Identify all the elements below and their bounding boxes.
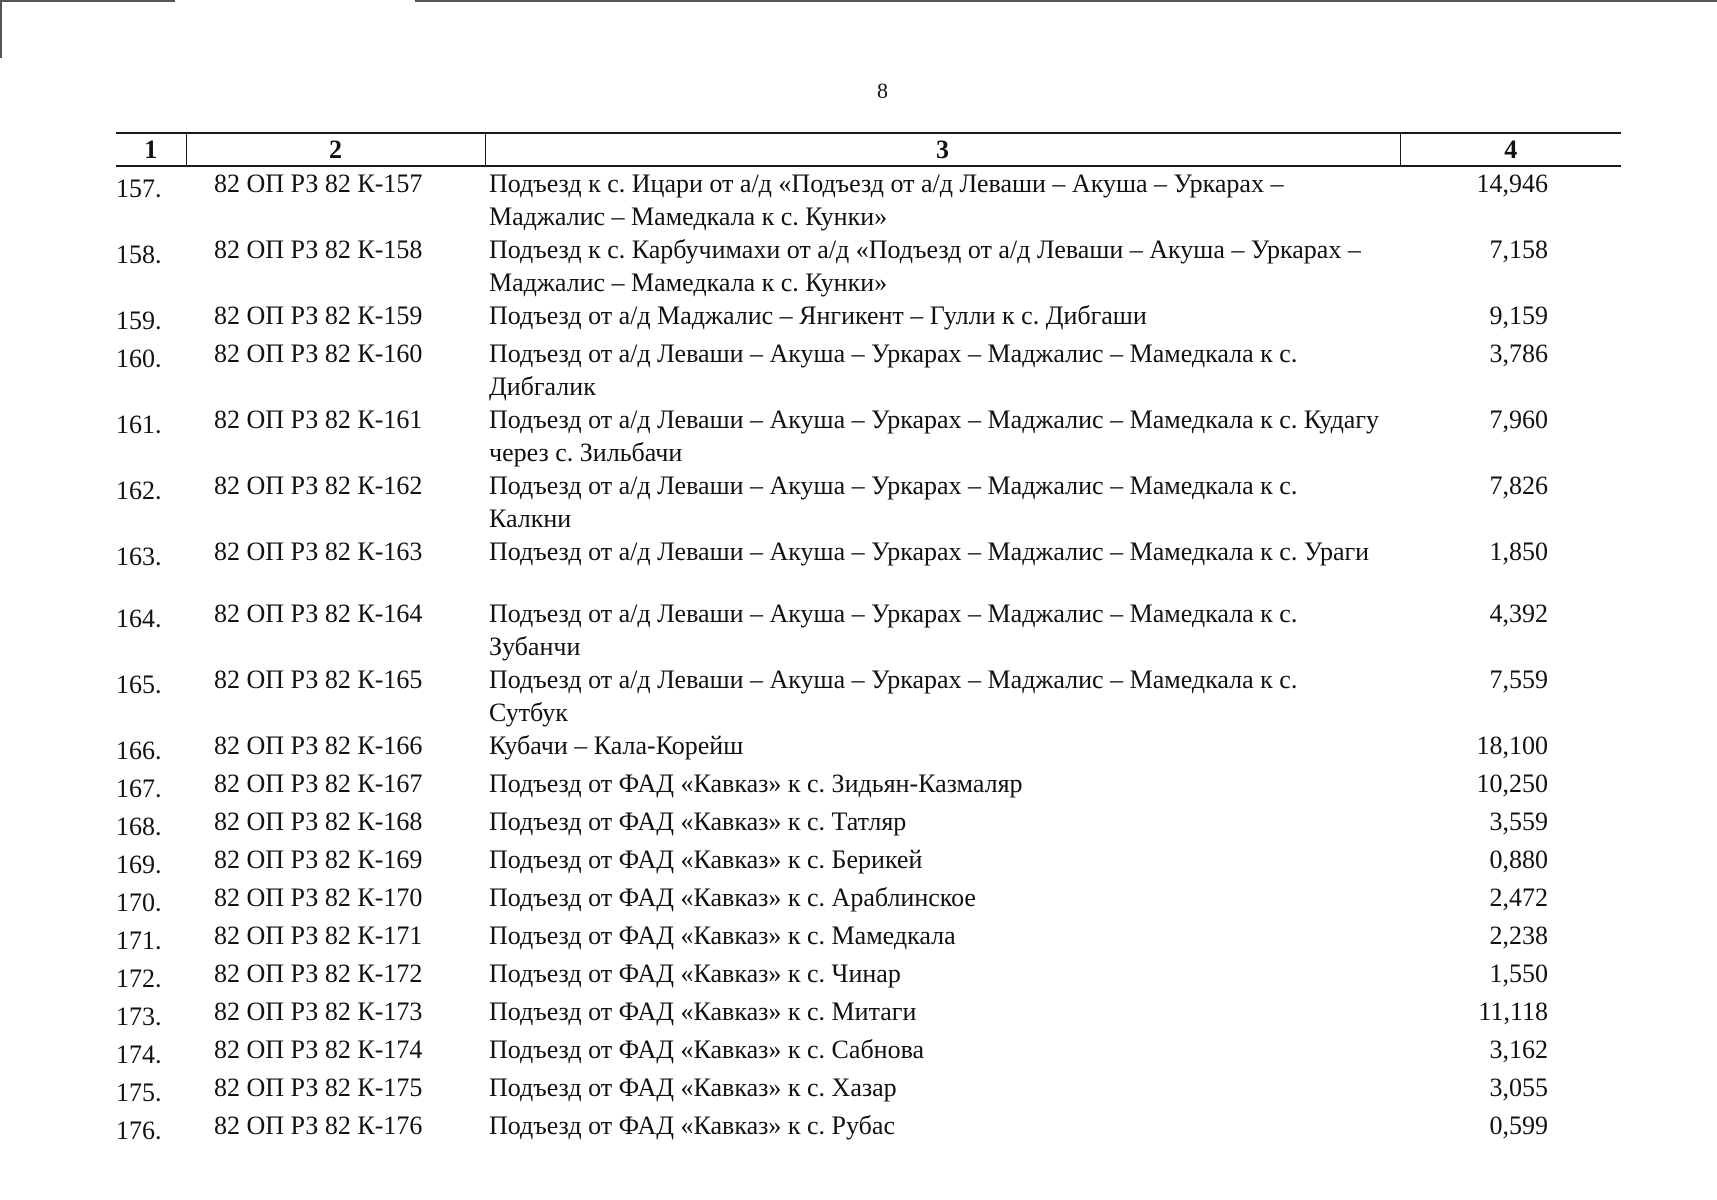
row-number: 173. (116, 1002, 162, 1031)
road-length: 14,946 (1476, 169, 1548, 198)
road-name: Подъезд от ФАД «Кавказ» к с. Зидьян-Казмаляр (489, 769, 1023, 798)
road-length: 2,472 (1489, 883, 1548, 912)
road-name: Подъезд от ФАД «Кавказ» к с. Чинар (489, 959, 901, 988)
road-length: 0,880 (1489, 845, 1548, 874)
row-number: 163. (116, 542, 162, 571)
road-id: 82 ОП РЗ 82 К-170 (214, 883, 423, 912)
table-row (116, 233, 1621, 299)
road-name: Подъезд от а/д Леваши – Акуша – Уркарах – Маджалис – Мамедкала к с. Сутбук (489, 665, 1298, 727)
table-row (116, 995, 1621, 1033)
road-length: 4,392 (1489, 599, 1548, 628)
road-name: Подъезд к с. Карбучимахи от а/д «Подъезд от а/д Леваши – Акуша – Уркарах – Маджалис – Мамедкала к с. Кунки» (489, 235, 1361, 297)
row-number: 176. (116, 1116, 162, 1145)
table-row (116, 469, 1621, 535)
road-length: 7,158 (1489, 235, 1548, 264)
road-length: 10,250 (1476, 769, 1548, 798)
column-header: 2 (186, 133, 485, 166)
row-number: 171. (116, 926, 162, 955)
table-row (116, 403, 1621, 469)
scan-edge-line (0, 0, 175, 2)
road-id: 82 ОП РЗ 82 К-176 (214, 1111, 423, 1140)
table-row (116, 535, 1621, 597)
road-id: 82 ОП РЗ 82 К-169 (214, 845, 423, 874)
road-length: 1,850 (1489, 537, 1548, 566)
road-length: 2,238 (1489, 921, 1548, 950)
road-id: 82 ОП РЗ 82 К-160 (214, 339, 423, 368)
row-number: 166. (116, 736, 162, 765)
row-number: 167. (116, 774, 162, 803)
table-row (116, 805, 1621, 843)
road-length: 3,162 (1489, 1035, 1548, 1064)
road-id: 82 ОП РЗ 82 К-157 (214, 169, 423, 198)
row-number: 162. (116, 476, 162, 505)
road-id: 82 ОП РЗ 82 К-158 (214, 235, 423, 264)
column-header: 4 (1400, 133, 1621, 166)
road-name: Подъезд от ФАД «Кавказ» к с. Берикей (489, 845, 923, 874)
table-row (116, 919, 1621, 957)
roads-table (116, 132, 1621, 1147)
table-row (116, 843, 1621, 881)
road-id: 82 ОП РЗ 82 К-161 (214, 405, 423, 434)
table-row (116, 663, 1621, 729)
table-row (116, 957, 1621, 995)
road-id: 82 ОП РЗ 82 К-172 (214, 959, 423, 988)
road-id: 82 ОП РЗ 82 К-164 (214, 599, 423, 628)
road-name: Подъезд от ФАД «Кавказ» к с. Сабнова (489, 1035, 925, 1064)
table-body (116, 166, 1621, 1147)
table-row (116, 166, 1621, 233)
road-id: 82 ОП РЗ 82 К-168 (214, 807, 423, 836)
table-row (116, 1033, 1621, 1071)
road-id: 82 ОП РЗ 82 К-165 (214, 665, 423, 694)
column-header: 1 (116, 133, 186, 166)
road-name: Подъезд от а/д Леваши – Акуша – Уркарах – Маджалис – Мамедкала к с. Кудагу через с. Зильбачи (489, 405, 1380, 467)
road-name: Кубачи – Кала-Корейш (489, 731, 744, 760)
road-id: 82 ОП РЗ 82 К-162 (214, 471, 423, 500)
road-length: 9,159 (1489, 301, 1548, 330)
row-number: 174. (116, 1040, 162, 1069)
road-name: Подъезд от а/д Леваши – Акуша – Уркарах – Маджалис – Мамедкала к с. Зубанчи (489, 599, 1298, 661)
road-length: 3,559 (1489, 807, 1548, 836)
table-header-row (116, 133, 1621, 166)
row-number: 161. (116, 410, 162, 439)
table-row (116, 767, 1621, 805)
road-name: Подъезд от а/д Леваши – Акуша – Уркарах – Маджалис – Мамедкала к с. Ураги (489, 537, 1370, 566)
row-number: 158. (116, 240, 162, 269)
road-name: Подъезд от а/д Леваши – Акуша – Уркарах – Маджалис – Мамедкала к с. Калкни (489, 471, 1298, 533)
road-name: Подъезд от ФАД «Кавказ» к с. Хазар (489, 1073, 897, 1102)
row-number: 160. (116, 344, 162, 373)
road-id: 82 ОП РЗ 82 К-159 (214, 301, 423, 330)
road-length: 0,599 (1489, 1111, 1548, 1140)
row-number: 165. (116, 670, 162, 699)
road-name: Подъезд от ФАД «Кавказ» к с. Араблинское (489, 883, 976, 912)
road-length: 11,118 (1478, 997, 1548, 1026)
road-id: 82 ОП РЗ 82 К-163 (214, 537, 423, 566)
table-row (116, 729, 1621, 767)
road-name: Подъезд от ФАД «Кавказ» к с. Татляр (489, 807, 907, 836)
road-length: 7,960 (1489, 405, 1548, 434)
row-number: 169. (116, 850, 162, 879)
scan-edge-line (0, 0, 2, 58)
column-header: 3 (485, 133, 1400, 166)
table-row (116, 1109, 1621, 1147)
road-length: 7,826 (1489, 471, 1548, 500)
road-id: 82 ОП РЗ 82 К-167 (214, 769, 423, 798)
road-name: Подъезд от ФАД «Кавказ» к с. Митаги (489, 997, 917, 1026)
road-length: 3,786 (1489, 339, 1548, 368)
road-name: Подъезд к с. Ицари от а/д «Подъезд от а/д Леваши – Акуша – Уркарах – Маджалис – Мамедкала к с. Кунки» (489, 169, 1284, 231)
table-row (116, 337, 1621, 403)
row-number: 164. (116, 604, 162, 633)
road-id: 82 ОП РЗ 82 К-171 (214, 921, 423, 950)
row-number: 175. (116, 1078, 162, 1107)
road-length: 1,550 (1489, 959, 1548, 988)
road-length: 3,055 (1489, 1073, 1548, 1102)
row-number: 172. (116, 964, 162, 993)
row-number: 170. (116, 888, 162, 917)
road-name: Подъезд от а/д Леваши – Акуша – Уркарах – Маджалис – Мамедкала к с. Дибгалик (489, 339, 1298, 401)
table-row (116, 597, 1621, 663)
road-id: 82 ОП РЗ 82 К-174 (214, 1035, 423, 1064)
road-name: Подъезд от а/д Маджалис – Янгикент – Гулли к с. Дибгаши (489, 301, 1147, 330)
row-number: 168. (116, 812, 162, 841)
road-name: Подъезд от ФАД «Кавказ» к с. Мамедкала (489, 921, 956, 950)
road-id: 82 ОП РЗ 82 К-173 (214, 997, 423, 1026)
road-id: 82 ОП РЗ 82 К-175 (214, 1073, 423, 1102)
road-name: Подъезд от ФАД «Кавказ» к с. Рубас (489, 1111, 895, 1140)
table-row (116, 299, 1621, 337)
table-row (116, 881, 1621, 919)
road-length: 7,559 (1489, 665, 1548, 694)
row-number: 159. (116, 306, 162, 335)
road-length: 18,100 (1476, 731, 1548, 760)
page-number: 8 (877, 78, 888, 103)
scan-edge-line (415, 0, 1717, 2)
table-header (116, 133, 1621, 166)
table-row (116, 1071, 1621, 1109)
row-number: 157. (116, 174, 162, 203)
road-id: 82 ОП РЗ 82 К-166 (214, 731, 423, 760)
